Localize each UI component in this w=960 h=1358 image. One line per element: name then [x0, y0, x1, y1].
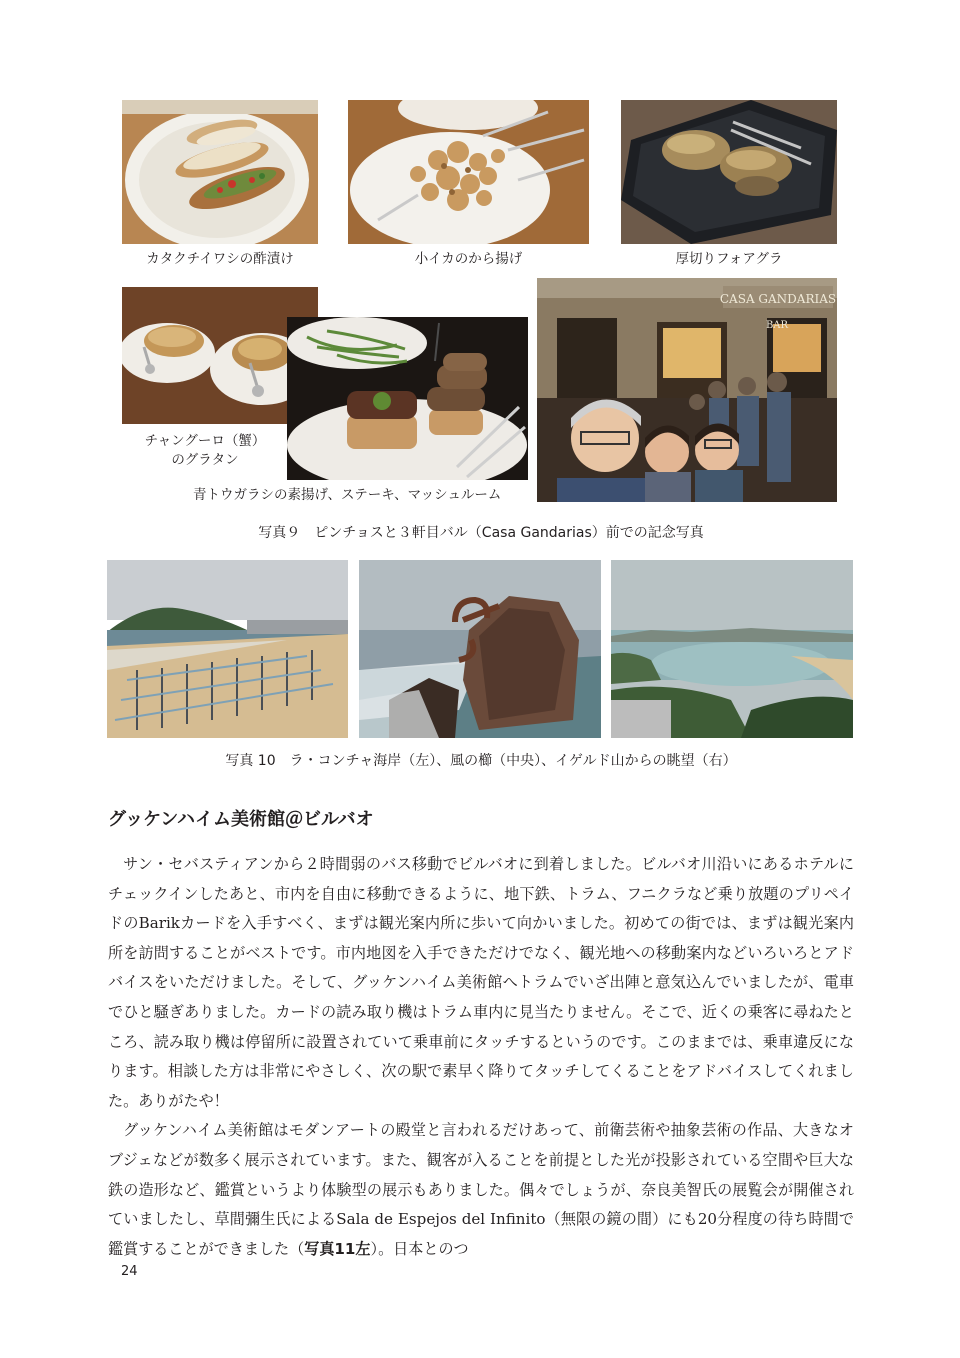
caption-anchovies: カタクチイワシの酢漬け — [146, 251, 294, 267]
figure-10-caption: 写真 10 ラ・コンチャ海岸（左）、風の櫛（中央）、イゲルド山からの眺望（右） — [225, 753, 737, 769]
paragraph-2 — [108, 1116, 854, 1264]
caption-foie-gras: 厚切りフォアグラ — [675, 251, 783, 267]
photo-comb-of-the-wind — [359, 560, 601, 738]
bar-sign-name: CASA GANDARIAS — [719, 292, 837, 306]
body-text — [108, 850, 854, 1264]
paragraph-2-text: グッケンハイム美術館はモダンアートの殿堂と言われるだけあって、前衛芸術や抽象芸術の作品、大きなオブジェなどが数多く展示されています。また、観客が入ることを前提とした光が投影されている空間や巨大な鉄の造形など、鑑賞というより体験型の展示もありました。偶々でしょうが、奈良美智氏の展覧会が開催されていましたし、草間彌生氏によるSala de Espejos del Infinito（無限の鏡の間）にも20分程度の待ち時間で鑑賞することができました（ — [108, 1121, 854, 1258]
caption-crab-gratin-line1: チャングーロ（蟹） — [144, 433, 266, 449]
caption-crab-gratin-line2: のグラタン — [171, 452, 239, 468]
paragraph-1: サン・セバスティアンから２時間弱のバス移動でビルバオに到着しました。ビルバオ川沿いにあるホテルにチェックインしたあと、市内を自由に移動できるように、地下鉄、トラム、フニクラなど乗り放題のプリペイドのBarikカードを入手すべく、まずは観光案内所に歩いて向かいました。初めての街では、まずは観光案内所を訪問することがベストです。市内地図を入手できただけでなく、観光地への移動案内などいろいろとアドバイスをいただけました。そして、グッケンハイム美術館へトラムでいざ出陣と意気込んでいましたが、電車でひと騒ぎありました。カードの読み取り機はトラム車内に見当たりません。そこで、近くの乗客に尋ねたところ、読み取り機は停留所に設置されていて乗車前にタッチするというのです。このままでは、乗車違反になります。相談した方は非常にやさしく、次の駅で素早く降りてタッチしてくることをアドバイスしてくれました。ありがたや！ — [108, 855, 854, 1110]
caption-fried-squid: 小イカのから揚げ — [414, 251, 523, 267]
bar-sign-bar: BAR — [765, 320, 789, 331]
photo-igeldo-view — [611, 560, 853, 738]
section-heading: グッケンハイム美術館＠ビルバオ — [108, 809, 374, 830]
photo-casa-gandarias — [537, 278, 837, 502]
photo-anchovies — [122, 100, 318, 244]
photo-la-concha-beach — [107, 560, 348, 738]
page-number: 24 — [121, 1264, 138, 1279]
photo-pintxos — [287, 317, 528, 480]
photo-fried-squid — [348, 100, 589, 244]
photo-reference: 写真11左 — [304, 1239, 371, 1258]
photo-foie-gras — [621, 100, 837, 244]
figure-9-caption: 写真９ ピンチョスと３軒目バル（Casa Gandarias）前での記念写真 — [258, 525, 704, 541]
paragraph-2-tail: ）。日本とのつ — [370, 1239, 469, 1258]
caption-pintxos: 青トウガラシの素揚げ、ステーキ、マッシュルーム — [193, 487, 502, 503]
